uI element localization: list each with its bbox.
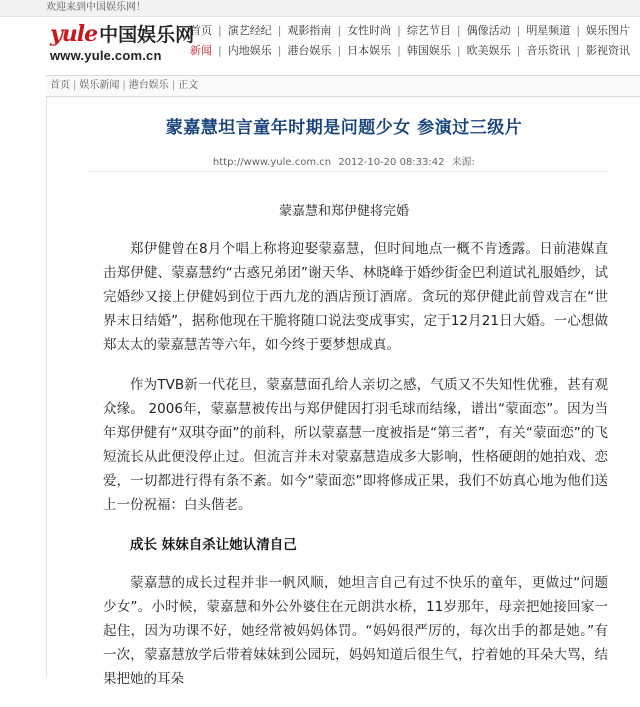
section-heading: 成长 妹妹自杀让她认清自己: [130, 537, 297, 553]
nav-item-korea-ent[interactable]: 韩国娱乐: [406, 44, 451, 57]
article: [46, 97, 640, 687]
article-datetime: 2012-10-20 08:33:42: [338, 157, 445, 168]
nav-item-star-channel[interactable]: 明星频道: [526, 24, 571, 37]
nav-separator: |: [576, 44, 581, 57]
nav-row-2: [190, 41, 630, 61]
nav-row-1: [190, 21, 630, 41]
nav-item-hk-tw-ent[interactable]: 港台娱乐: [287, 44, 332, 57]
logo-cn: 中国娱乐网: [99, 24, 195, 46]
nav-item-ent-photos[interactable]: 娱乐图片: [586, 24, 631, 37]
breadcrumb-separator: |: [73, 80, 77, 91]
breadcrumb-hk-tw-ent[interactable]: 港台娱乐: [128, 80, 169, 91]
article-paragraph: 蒙嘉慧的成长过程并非一帆风顺，她坦言自己有过不快乐的童年，更做过“问题少女”。小时候，蒙嘉慧和外公外婆住在元朗洪水桥，11岁那年，母亲把她接回家一起住，因为功课不好，她经常被妈妈体罚。“妈妈很严厉的，每次出手的都是她。”有一次，蒙嘉慧放学后带着妹妹到公园玩，妈妈知道后很生气，拧着她的耳朵大骂，结果把她的耳朵: [103, 575, 608, 687]
article-title: 蒙嘉慧坦言童年时期是问题少女 参演过三级片: [165, 118, 523, 138]
nav-separator: |: [337, 24, 342, 37]
breadcrumb-separator: |: [171, 80, 176, 91]
logo-yule: yule: [50, 21, 98, 47]
nav-item-mainland-ent[interactable]: 内地娱乐: [227, 44, 272, 57]
breadcrumb-ent-news[interactable]: 娱乐新闻: [79, 80, 120, 91]
welcome-bar: [0, 0, 640, 17]
nav-separator: |: [218, 44, 222, 57]
site-logo[interactable]: [50, 21, 195, 64]
nav-separator: |: [337, 44, 342, 57]
nav-separator: |: [516, 24, 521, 37]
article-divider: [87, 171, 607, 172]
nav-separator: |: [397, 44, 401, 57]
nav-item-film-tv-news[interactable]: 影视资讯: [586, 44, 631, 57]
nav-item-variety-shows[interactable]: 综艺节目: [406, 24, 451, 37]
article-source-url[interactable]: http://www.yule.com.cn: [212, 157, 332, 168]
nav-item-western-ent[interactable]: 欧美娱乐: [466, 44, 511, 57]
main-nav: [190, 17, 630, 61]
nav-item-japan-ent[interactable]: 日本娱乐: [347, 44, 392, 57]
nav-item-news[interactable]: 新闻: [190, 44, 212, 57]
nav-item-women-fashion[interactable]: 女性时尚: [347, 24, 392, 37]
nav-separator: |: [218, 24, 222, 37]
nav-item-movie-guide[interactable]: 观影指南: [287, 24, 332, 37]
nav-separator: |: [456, 44, 461, 57]
breadcrumb-home[interactable]: 首页: [50, 80, 70, 91]
nav-separator: |: [277, 24, 282, 37]
article-paragraph: 郑伊健曾在8月个唱上称将迎娶蒙嘉慧，但时间地点一概不肯透露。日前港媒直击郑伊健、蒙嘉慧约“古惑兄弟团”谢天华、林晓峰于婚纱街金巴利道试礼服婚纱，试完婚纱又接上伊健妈到位于西九龙的酒店预订酒席。贪玩的郑伊健此前曾戏言在“世界末日结婚”，据称他现在干脆将随口说法变成事实，定于12月21日大婚。一心想做郑太太的蒙嘉慧苦等六年，如今终于要梦想成真。: [103, 241, 608, 353]
nav-separator: |: [576, 24, 581, 37]
nav-separator: |: [397, 24, 401, 37]
article-caption: 蒙嘉慧和郑伊健将完婚: [278, 204, 409, 219]
nav-item-talent-agency[interactable]: 演艺经纪: [227, 24, 272, 37]
nav-separator: |: [277, 44, 282, 57]
nav-item-home[interactable]: 首页: [190, 24, 212, 37]
nav-item-music-news[interactable]: 音乐资讯: [526, 44, 571, 57]
article-source-label: 来源:: [451, 157, 476, 168]
breadcrumb-separator: |: [122, 80, 126, 91]
breadcrumb-current: 正文: [178, 80, 199, 91]
article-body: [103, 237, 608, 707]
article-paragraph: 作为TVB新一代花旦，蒙嘉慧面孔给人亲切之感，气质又不失知性优雅，甚有观众缘。 2006年，蒙嘉慧被传出与郑伊健因打羽毛球而结缘，谱出“蒙面恋”。因为当年郑伊健有“双琪夺面”的前科，所以蒙嘉慧一度被指是“第三者”，有关“蒙面恋”的飞短流长从此便没停止过。但流言并未对蒙嘉慧造成多大影响，性格硬朗的她拍戏、恋爱，一切都进行得有条不紊。如今“蒙面恋”即将修成正果，我们不妨真心地为他们送上一份祝福：白头偕老。: [103, 377, 608, 513]
masthead: [0, 17, 640, 65]
article-meta: [47, 153, 640, 168]
logo-url: www.yule.com.cn: [50, 48, 162, 63]
nav-separator: |: [456, 24, 461, 37]
nav-item-idol-events[interactable]: 偶像活动: [466, 24, 511, 37]
nav-separator: |: [516, 44, 521, 57]
breadcrumb: [46, 75, 640, 97]
welcome-text: 欢迎来到中国娱乐网！: [46, 2, 146, 13]
